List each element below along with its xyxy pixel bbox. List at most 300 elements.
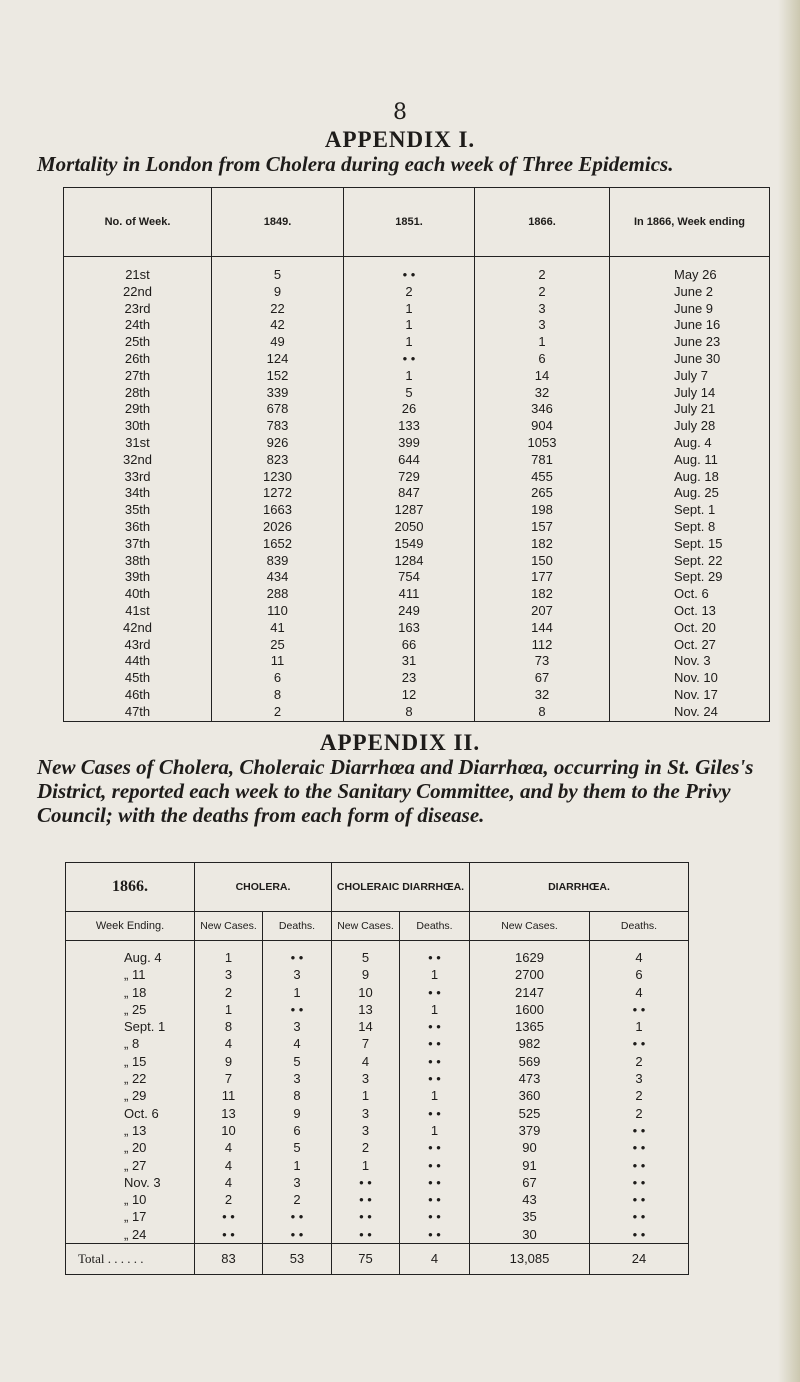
header-cholera-new-cases: New Cases. bbox=[195, 912, 263, 941]
cholera-deaths-cell: • • bbox=[263, 1226, 332, 1244]
table-row bbox=[66, 1174, 689, 1191]
deaths-1851-cell: 249 bbox=[344, 603, 475, 620]
deaths-1851-cell: 1 bbox=[344, 368, 475, 385]
week-ending-cell: „ 29 bbox=[66, 1087, 195, 1104]
header-year: 1866. bbox=[66, 863, 195, 912]
choleraic-new-cases-cell: 3 bbox=[332, 1122, 400, 1139]
deaths-1849-cell: 9 bbox=[212, 284, 344, 301]
choleraic-new-cases-cell: • • bbox=[332, 1226, 400, 1244]
diarrhoea-deaths-cell: • • bbox=[590, 1226, 689, 1244]
week-ending-cell: „ 13 bbox=[66, 1122, 195, 1139]
deaths-1866-cell: 207 bbox=[475, 603, 610, 620]
diarrhoea-new-cases-cell: 67 bbox=[470, 1174, 590, 1191]
choleraic-new-cases-cell: 3 bbox=[332, 1070, 400, 1087]
deaths-1851-cell: 26 bbox=[344, 401, 475, 418]
week-number-cell: 39th bbox=[64, 569, 212, 586]
diarrhoea-new-cases-cell: 90 bbox=[470, 1139, 590, 1156]
week-number-cell: 40th bbox=[64, 586, 212, 603]
week-ending-cell: „ 10 bbox=[66, 1191, 195, 1208]
diarrhoea-deaths-cell: 2 bbox=[590, 1053, 689, 1070]
table-row bbox=[64, 435, 770, 452]
table-row bbox=[66, 1191, 689, 1208]
deaths-1849-cell: 339 bbox=[212, 385, 344, 402]
table-row bbox=[66, 1053, 689, 1070]
diarrhoea-new-cases-cell: 473 bbox=[470, 1070, 590, 1087]
week-ending-cell: June 23 bbox=[610, 334, 770, 351]
table-row bbox=[66, 1139, 689, 1156]
deaths-1866-cell: 177 bbox=[475, 569, 610, 586]
choleraic-deaths-cell: • • bbox=[400, 1157, 470, 1174]
table-row bbox=[64, 519, 770, 536]
choleraic-deaths-cell: • • bbox=[400, 1208, 470, 1225]
table-row bbox=[64, 502, 770, 519]
diarrhoea-deaths-cell: • • bbox=[590, 1122, 689, 1139]
diarrhoea-new-cases-cell: 982 bbox=[470, 1035, 590, 1052]
cholera-new-cases-cell: 4 bbox=[195, 1035, 263, 1052]
choleraic-deaths-cell: 1 bbox=[400, 1122, 470, 1139]
diarrhoea-deaths-cell: 2 bbox=[590, 1105, 689, 1122]
choleraic-new-cases-cell: 1 bbox=[332, 1157, 400, 1174]
week-ending-cell: Sept. 29 bbox=[610, 569, 770, 586]
cholera-new-cases-cell: • • bbox=[195, 1226, 263, 1244]
week-number-cell: 38th bbox=[64, 553, 212, 570]
choleraic-new-cases-cell: 13 bbox=[332, 1001, 400, 1018]
appendix-1-heading: APPENDIX I. bbox=[324, 127, 476, 152]
deaths-1866-cell: 781 bbox=[475, 452, 610, 469]
deaths-1851-cell: 23 bbox=[344, 670, 475, 687]
cholera-new-cases-cell: 8 bbox=[195, 1018, 263, 1035]
diarrhoea-new-cases-cell: 30 bbox=[470, 1226, 590, 1244]
week-ending-cell: „ 8 bbox=[66, 1035, 195, 1052]
table-row bbox=[64, 620, 770, 637]
week-ending-cell: July 21 bbox=[610, 401, 770, 418]
total-choleraic-new-cases: 75 bbox=[332, 1244, 400, 1275]
week-ending-cell: Nov. 3 bbox=[66, 1174, 195, 1191]
deaths-1851-cell: 12 bbox=[344, 687, 475, 704]
week-number-cell: 24th bbox=[64, 317, 212, 334]
deaths-1849-cell: 8 bbox=[212, 687, 344, 704]
appendix-2-title: New Cases of Cholera, Choleraic Diarrhœa and Diarrhœa, occurring in St. Giles's District, reported each week to the Sanitary Committee, and by them to the Privy Council; with the deaths from each form of disease. bbox=[37, 755, 754, 827]
header-diarrhoea-new-cases: New Cases. bbox=[470, 912, 590, 941]
week-ending-cell: Aug. 11 bbox=[610, 452, 770, 469]
week-ending-cell: July 14 bbox=[610, 385, 770, 402]
week-number-cell: 34th bbox=[64, 485, 212, 502]
table-row bbox=[64, 687, 770, 704]
cholera-new-cases-cell: 7 bbox=[195, 1070, 263, 1087]
new-cases-group-header bbox=[66, 863, 689, 912]
deaths-1866-cell: 198 bbox=[475, 502, 610, 519]
deaths-1849-cell: 11 bbox=[212, 653, 344, 670]
diarrhoea-deaths-cell: • • bbox=[590, 1035, 689, 1052]
deaths-1849-cell: 42 bbox=[212, 317, 344, 334]
week-ending-cell: Sept. 1 bbox=[66, 1018, 195, 1035]
header-diarrhoea-deaths: Deaths. bbox=[590, 912, 689, 941]
choleraic-new-cases-cell: 14 bbox=[332, 1018, 400, 1035]
table-row bbox=[64, 401, 770, 418]
diarrhoea-new-cases-cell: 1365 bbox=[470, 1018, 590, 1035]
deaths-1849-cell: 152 bbox=[212, 368, 344, 385]
deaths-1849-cell: 22 bbox=[212, 301, 344, 318]
cholera-new-cases-cell: • • bbox=[195, 1208, 263, 1225]
deaths-1849-cell: 5 bbox=[212, 257, 344, 284]
deaths-1866-cell: 32 bbox=[475, 385, 610, 402]
deaths-1851-cell: 2 bbox=[344, 284, 475, 301]
deaths-1866-cell: 182 bbox=[475, 536, 610, 553]
header-1849: 1849. bbox=[212, 188, 344, 257]
deaths-1849-cell: 839 bbox=[212, 553, 344, 570]
week-ending-cell: Nov. 10 bbox=[610, 670, 770, 687]
week-number-cell: 36th bbox=[64, 519, 212, 536]
week-number-cell: 29th bbox=[64, 401, 212, 418]
new-cases-table bbox=[65, 862, 689, 1275]
diarrhoea-deaths-cell: • • bbox=[590, 1191, 689, 1208]
table-row bbox=[66, 1070, 689, 1087]
choleraic-new-cases-cell: 9 bbox=[332, 966, 400, 983]
week-number-cell: 33rd bbox=[64, 469, 212, 486]
table-row bbox=[64, 385, 770, 402]
choleraic-deaths-cell: • • bbox=[400, 1191, 470, 1208]
week-ending-cell: „ 18 bbox=[66, 984, 195, 1001]
diarrhoea-new-cases-cell: 43 bbox=[470, 1191, 590, 1208]
week-number-cell: 44th bbox=[64, 653, 212, 670]
choleraic-deaths-cell: • • bbox=[400, 984, 470, 1001]
table-row bbox=[66, 966, 689, 983]
deaths-1849-cell: 6 bbox=[212, 670, 344, 687]
table-row bbox=[66, 1105, 689, 1122]
week-ending-cell: June 9 bbox=[610, 301, 770, 318]
deaths-1866-cell: 265 bbox=[475, 485, 610, 502]
table-row bbox=[64, 452, 770, 469]
week-ending-cell: Nov. 17 bbox=[610, 687, 770, 704]
diarrhoea-new-cases-cell: 525 bbox=[470, 1105, 590, 1122]
week-number-cell: 27th bbox=[64, 368, 212, 385]
total-row bbox=[66, 1244, 689, 1275]
total-label: Total . . . . . . bbox=[66, 1244, 195, 1275]
deaths-1851-cell: • • bbox=[344, 351, 475, 368]
header-1866: 1866. bbox=[475, 188, 610, 257]
total-diarrhoea-new-cases: 13,085 bbox=[470, 1244, 590, 1275]
deaths-1866-cell: 32 bbox=[475, 687, 610, 704]
cholera-new-cases-cell: 11 bbox=[195, 1087, 263, 1104]
week-ending-cell: „ 22 bbox=[66, 1070, 195, 1087]
choleraic-deaths-cell: • • bbox=[400, 1174, 470, 1191]
diarrhoea-deaths-cell: • • bbox=[590, 1208, 689, 1225]
table-row bbox=[64, 301, 770, 318]
header-1851: 1851. bbox=[344, 188, 475, 257]
header-cholera: CHOLERA. bbox=[195, 863, 332, 912]
choleraic-deaths-cell: • • bbox=[400, 1226, 470, 1244]
table-row bbox=[64, 637, 770, 654]
choleraic-deaths-cell: • • bbox=[400, 941, 470, 967]
deaths-1866-cell: 14 bbox=[475, 368, 610, 385]
week-number-cell: 32nd bbox=[64, 452, 212, 469]
header-choleraic-deaths: Deaths. bbox=[400, 912, 470, 941]
week-ending-cell: Nov. 3 bbox=[610, 653, 770, 670]
cholera-new-cases-cell: 4 bbox=[195, 1157, 263, 1174]
week-ending-cell: „ 24 bbox=[66, 1226, 195, 1244]
deaths-1866-cell: 2 bbox=[475, 284, 610, 301]
deaths-1851-cell: 133 bbox=[344, 418, 475, 435]
diarrhoea-deaths-cell: 4 bbox=[590, 941, 689, 967]
week-number-cell: 21st bbox=[64, 257, 212, 284]
week-ending-cell: „ 17 bbox=[66, 1208, 195, 1225]
appendix-2-heading: APPENDIX II. bbox=[319, 730, 481, 755]
cholera-deaths-cell: 3 bbox=[263, 1070, 332, 1087]
choleraic-new-cases-cell: 7 bbox=[332, 1035, 400, 1052]
week-number-cell: 42nd bbox=[64, 620, 212, 637]
week-number-cell: 25th bbox=[64, 334, 212, 351]
week-number-cell: 35th bbox=[64, 502, 212, 519]
deaths-1866-cell: 346 bbox=[475, 401, 610, 418]
choleraic-deaths-cell: • • bbox=[400, 1018, 470, 1035]
diarrhoea-deaths-cell: • • bbox=[590, 1174, 689, 1191]
table-row bbox=[64, 569, 770, 586]
diarrhoea-deaths-cell: • • bbox=[590, 1001, 689, 1018]
cholera-deaths-cell: 5 bbox=[263, 1053, 332, 1070]
week-ending-cell: „ 20 bbox=[66, 1139, 195, 1156]
cholera-new-cases-cell: 10 bbox=[195, 1122, 263, 1139]
cholera-new-cases-cell: 2 bbox=[195, 984, 263, 1001]
cholera-new-cases-cell: 2 bbox=[195, 1191, 263, 1208]
week-ending-cell: „ 15 bbox=[66, 1053, 195, 1070]
week-number-cell: 47th bbox=[64, 704, 212, 721]
deaths-1866-cell: 904 bbox=[475, 418, 610, 435]
deaths-1851-cell: 1 bbox=[344, 301, 475, 318]
week-ending-cell: Sept. 1 bbox=[610, 502, 770, 519]
deaths-1849-cell: 678 bbox=[212, 401, 344, 418]
deaths-1851-cell: 644 bbox=[344, 452, 475, 469]
table-row bbox=[64, 257, 770, 284]
header-choleraic-new-cases: New Cases. bbox=[332, 912, 400, 941]
cholera-deaths-cell: • • bbox=[263, 1208, 332, 1225]
header-choleraic-diarrhoea: CHOLERAIC DIARRHŒA. bbox=[332, 863, 470, 912]
deaths-1866-cell: 144 bbox=[475, 620, 610, 637]
deaths-1849-cell: 2026 bbox=[212, 519, 344, 536]
week-ending-cell: June 2 bbox=[610, 284, 770, 301]
appendix-1-title: Mortality in London from Cholera during each week of Three Epidemics. bbox=[37, 152, 674, 176]
table-row bbox=[64, 368, 770, 385]
diarrhoea-new-cases-cell: 360 bbox=[470, 1087, 590, 1104]
deaths-1866-cell: 3 bbox=[475, 301, 610, 318]
diarrhoea-deaths-cell: • • bbox=[590, 1157, 689, 1174]
table-row bbox=[64, 284, 770, 301]
week-number-cell: 46th bbox=[64, 687, 212, 704]
week-number-cell: 37th bbox=[64, 536, 212, 553]
deaths-1866-cell: 1053 bbox=[475, 435, 610, 452]
deaths-1851-cell: 31 bbox=[344, 653, 475, 670]
deaths-1849-cell: 41 bbox=[212, 620, 344, 637]
deaths-1851-cell: 411 bbox=[344, 586, 475, 603]
choleraic-deaths-cell: • • bbox=[400, 1035, 470, 1052]
table-row bbox=[64, 603, 770, 620]
week-ending-cell: Oct. 6 bbox=[610, 586, 770, 603]
deaths-1851-cell: 1287 bbox=[344, 502, 475, 519]
deaths-1851-cell: 1 bbox=[344, 317, 475, 334]
header-cholera-deaths: Deaths. bbox=[263, 912, 332, 941]
deaths-1849-cell: 1652 bbox=[212, 536, 344, 553]
deaths-1866-cell: 8 bbox=[475, 704, 610, 721]
week-ending-cell: Oct. 13 bbox=[610, 603, 770, 620]
choleraic-deaths-cell: • • bbox=[400, 1105, 470, 1122]
cholera-deaths-cell: • • bbox=[263, 1001, 332, 1018]
deaths-1851-cell: 2050 bbox=[344, 519, 475, 536]
diarrhoea-deaths-cell: 4 bbox=[590, 984, 689, 1001]
mortality-table-header bbox=[64, 188, 770, 257]
table-row bbox=[64, 317, 770, 334]
header-week-no: No. of Week. bbox=[64, 188, 212, 257]
table-row bbox=[64, 670, 770, 687]
diarrhoea-new-cases-cell: 569 bbox=[470, 1053, 590, 1070]
table-row bbox=[64, 553, 770, 570]
deaths-1851-cell: 1284 bbox=[344, 553, 475, 570]
cholera-new-cases-cell: 1 bbox=[195, 941, 263, 967]
deaths-1866-cell: 150 bbox=[475, 553, 610, 570]
table-row bbox=[64, 418, 770, 435]
diarrhoea-deaths-cell: • • bbox=[590, 1139, 689, 1156]
week-ending-cell: Oct. 20 bbox=[610, 620, 770, 637]
week-number-cell: 31st bbox=[64, 435, 212, 452]
deaths-1849-cell: 823 bbox=[212, 452, 344, 469]
week-ending-cell: Sept. 8 bbox=[610, 519, 770, 536]
week-ending-cell: Sept. 15 bbox=[610, 536, 770, 553]
week-ending-cell: „ 11 bbox=[66, 966, 195, 983]
cholera-new-cases-cell: 9 bbox=[195, 1053, 263, 1070]
cholera-deaths-cell: 1 bbox=[263, 984, 332, 1001]
cholera-deaths-cell: 1 bbox=[263, 1157, 332, 1174]
table-row bbox=[64, 586, 770, 603]
deaths-1866-cell: 3 bbox=[475, 317, 610, 334]
choleraic-new-cases-cell: • • bbox=[332, 1191, 400, 1208]
header-diarrhoea: DIARRHŒA. bbox=[470, 863, 689, 912]
table-row bbox=[66, 984, 689, 1001]
cholera-new-cases-cell: 4 bbox=[195, 1139, 263, 1156]
diarrhoea-deaths-cell: 6 bbox=[590, 966, 689, 983]
table-row bbox=[66, 1035, 689, 1052]
choleraic-deaths-cell: 1 bbox=[400, 1087, 470, 1104]
table-row bbox=[64, 485, 770, 502]
diarrhoea-new-cases-cell: 379 bbox=[470, 1122, 590, 1139]
deaths-1849-cell: 2 bbox=[212, 704, 344, 721]
diarrhoea-new-cases-cell: 1600 bbox=[470, 1001, 590, 1018]
diarrhoea-deaths-cell: 2 bbox=[590, 1087, 689, 1104]
header-week-ending: In 1866, Week ending bbox=[610, 188, 770, 257]
cholera-deaths-cell: 8 bbox=[263, 1087, 332, 1104]
deaths-1866-cell: 182 bbox=[475, 586, 610, 603]
deaths-1849-cell: 288 bbox=[212, 586, 344, 603]
week-ending-cell: „ 25 bbox=[66, 1001, 195, 1018]
table-row bbox=[66, 1157, 689, 1174]
header-week-ending: Week Ending. bbox=[66, 912, 195, 941]
total-diarrhoea-deaths: 24 bbox=[590, 1244, 689, 1275]
diarrhoea-new-cases-cell: 2700 bbox=[470, 966, 590, 983]
cholera-new-cases-cell: 13 bbox=[195, 1105, 263, 1122]
table-row bbox=[66, 1208, 689, 1225]
week-ending-cell: Aug. 18 bbox=[610, 469, 770, 486]
week-ending-cell: Oct. 27 bbox=[610, 637, 770, 654]
week-ending-cell: Sept. 22 bbox=[610, 553, 770, 570]
week-number-cell: 28th bbox=[64, 385, 212, 402]
diarrhoea-deaths-cell: 1 bbox=[590, 1018, 689, 1035]
new-cases-table-body bbox=[66, 941, 689, 1244]
week-number-cell: 45th bbox=[64, 670, 212, 687]
table-row bbox=[64, 351, 770, 368]
deaths-1851-cell: 754 bbox=[344, 569, 475, 586]
cholera-deaths-cell: 3 bbox=[263, 966, 332, 983]
deaths-1849-cell: 783 bbox=[212, 418, 344, 435]
table-row bbox=[64, 704, 770, 721]
choleraic-new-cases-cell: • • bbox=[332, 1174, 400, 1191]
deaths-1851-cell: 5 bbox=[344, 385, 475, 402]
week-ending-cell: Aug. 4 bbox=[66, 941, 195, 967]
choleraic-deaths-cell: 1 bbox=[400, 966, 470, 983]
deaths-1866-cell: 67 bbox=[475, 670, 610, 687]
deaths-1849-cell: 25 bbox=[212, 637, 344, 654]
diarrhoea-new-cases-cell: 2147 bbox=[470, 984, 590, 1001]
deaths-1849-cell: 110 bbox=[212, 603, 344, 620]
choleraic-new-cases-cell: 3 bbox=[332, 1105, 400, 1122]
week-ending-cell: Nov. 24 bbox=[610, 704, 770, 721]
total-cholera-new-cases: 83 bbox=[195, 1244, 263, 1275]
cholera-deaths-cell: • • bbox=[263, 941, 332, 967]
deaths-1866-cell: 1 bbox=[475, 334, 610, 351]
total-cholera-deaths: 53 bbox=[263, 1244, 332, 1275]
cholera-new-cases-cell: 1 bbox=[195, 1001, 263, 1018]
deaths-1851-cell: 399 bbox=[344, 435, 475, 452]
deaths-1851-cell: 847 bbox=[344, 485, 475, 502]
table-row bbox=[66, 1018, 689, 1035]
table-row bbox=[66, 1001, 689, 1018]
table-row bbox=[64, 653, 770, 670]
total-choleraic-deaths: 4 bbox=[400, 1244, 470, 1275]
deaths-1851-cell: • • bbox=[344, 257, 475, 284]
table-row bbox=[66, 1226, 689, 1244]
table-row bbox=[64, 536, 770, 553]
table-row bbox=[64, 334, 770, 351]
choleraic-deaths-cell: • • bbox=[400, 1053, 470, 1070]
cholera-deaths-cell: 5 bbox=[263, 1139, 332, 1156]
deaths-1851-cell: 1 bbox=[344, 334, 475, 351]
choleraic-new-cases-cell: 2 bbox=[332, 1139, 400, 1156]
week-ending-cell: June 30 bbox=[610, 351, 770, 368]
deaths-1849-cell: 926 bbox=[212, 435, 344, 452]
week-number-cell: 26th bbox=[64, 351, 212, 368]
deaths-1851-cell: 66 bbox=[344, 637, 475, 654]
new-cases-sub-header bbox=[66, 912, 689, 941]
diarrhoea-new-cases-cell: 35 bbox=[470, 1208, 590, 1225]
deaths-1849-cell: 434 bbox=[212, 569, 344, 586]
deaths-1866-cell: 6 bbox=[475, 351, 610, 368]
week-number-cell: 43rd bbox=[64, 637, 212, 654]
week-ending-cell: Oct. 6 bbox=[66, 1105, 195, 1122]
deaths-1866-cell: 73 bbox=[475, 653, 610, 670]
choleraic-deaths-cell: • • bbox=[400, 1139, 470, 1156]
page-number: 8 bbox=[393, 100, 407, 125]
choleraic-deaths-cell: 1 bbox=[400, 1001, 470, 1018]
deaths-1866-cell: 2 bbox=[475, 257, 610, 284]
week-ending-cell: May 26 bbox=[610, 257, 770, 284]
deaths-1851-cell: 729 bbox=[344, 469, 475, 486]
cholera-deaths-cell: 2 bbox=[263, 1191, 332, 1208]
week-ending-cell: June 16 bbox=[610, 317, 770, 334]
cholera-deaths-cell: 6 bbox=[263, 1122, 332, 1139]
deaths-1866-cell: 157 bbox=[475, 519, 610, 536]
week-ending-cell: Aug. 4 bbox=[610, 435, 770, 452]
choleraic-new-cases-cell: 10 bbox=[332, 984, 400, 1001]
diarrhoea-new-cases-cell: 91 bbox=[470, 1157, 590, 1174]
mortality-table bbox=[63, 187, 770, 722]
deaths-1849-cell: 1230 bbox=[212, 469, 344, 486]
week-number-cell: 30th bbox=[64, 418, 212, 435]
